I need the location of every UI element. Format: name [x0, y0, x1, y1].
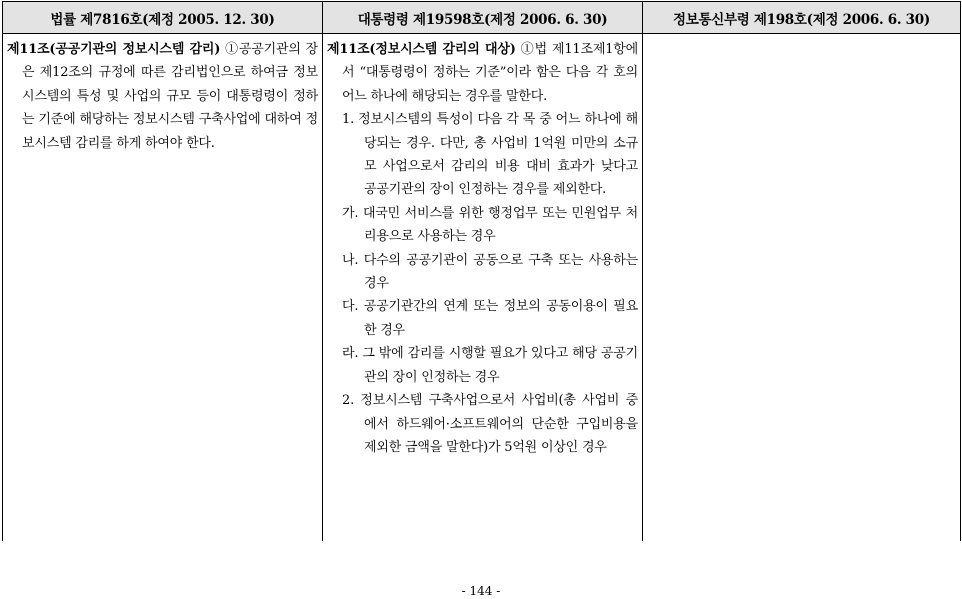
table-header-row — [3, 2, 961, 34]
decree-subitem-da: 다. 공공기관간의 연계 또는 정보의 공동이용이 필요한 경우 — [342, 299, 638, 338]
law-article-11 — [7, 38, 318, 155]
law-article-text: ①공공기관의 장은 제12조의 규정에 따른 감리법인으로 하여금 정보시스템의 특성 및 사업의 규모 등이 대통령령이 정하는 기준에 해당하는 정보시스템 구축사업에 대하여 정보시스템 감리를 하게 하여야 한다. — [22, 42, 318, 151]
page-number: - 144 - — [461, 584, 501, 598]
decree-article-text: ①법 제11조제1항에서 “대통령령이 정하는 기준”이라 함은 다음 각 호의 어느 하나에 해당되는 경우를 말한다. — [342, 42, 638, 104]
law-comparison-table — [2, 1, 961, 541]
table-row — [3, 34, 961, 542]
header-law: 법률 제7816호(제정 2005. 12. 30) — [3, 2, 323, 34]
decree-item-1: 1. 정보시스템의 특성이 다음 각 목 중 어느 하나에 해당되는 경우. 다만, 총 사업비 1억원 미만의 소규모 사업으로서 감리의 비용 대비 효과가 낮다고 공공기관의 장이 인정하는 경우를 제외한다. — [342, 112, 638, 198]
decree-article-11 — [327, 38, 638, 108]
ordinance-cell — [643, 34, 961, 542]
decree-article-heading: 제11조(정보시스템 감리의 대상) — [327, 42, 516, 57]
decree-subitem-na: 나. 다수의 공공기관이 공동으로 구축 또는 사용하는 경우 — [342, 252, 638, 292]
decree-subitem-ra: 라. 그 밖에 감리를 시행할 필요가 있다고 해당 공공기관의 장이 인정하는 경우 — [342, 346, 638, 385]
header-decree: 대통령령 제19598호(제정 2006. 6. 30) — [323, 2, 643, 34]
header-ordinance: 정보통신부령 제198호(제정 2006. 6. 30) — [643, 2, 961, 34]
law-article-heading: 제11조(공공기관의 정보시스템 감리) — [7, 42, 221, 57]
decree-item-2: 2. 정보시스템 구축사업으로서 사업비(총 사업비 중에서 하드웨어·소프트웨어의 단순한 구입비용을 제외한 금액을 말한다)가 5억원 이상인 경우 — [342, 393, 638, 455]
decree-subitem-ga: 가. 대국민 서비스를 위한 행정업무 또는 민원업무 처리용으로 사용하는 경우 — [342, 205, 638, 245]
law-cell — [3, 34, 323, 542]
decree-cell — [323, 34, 643, 542]
